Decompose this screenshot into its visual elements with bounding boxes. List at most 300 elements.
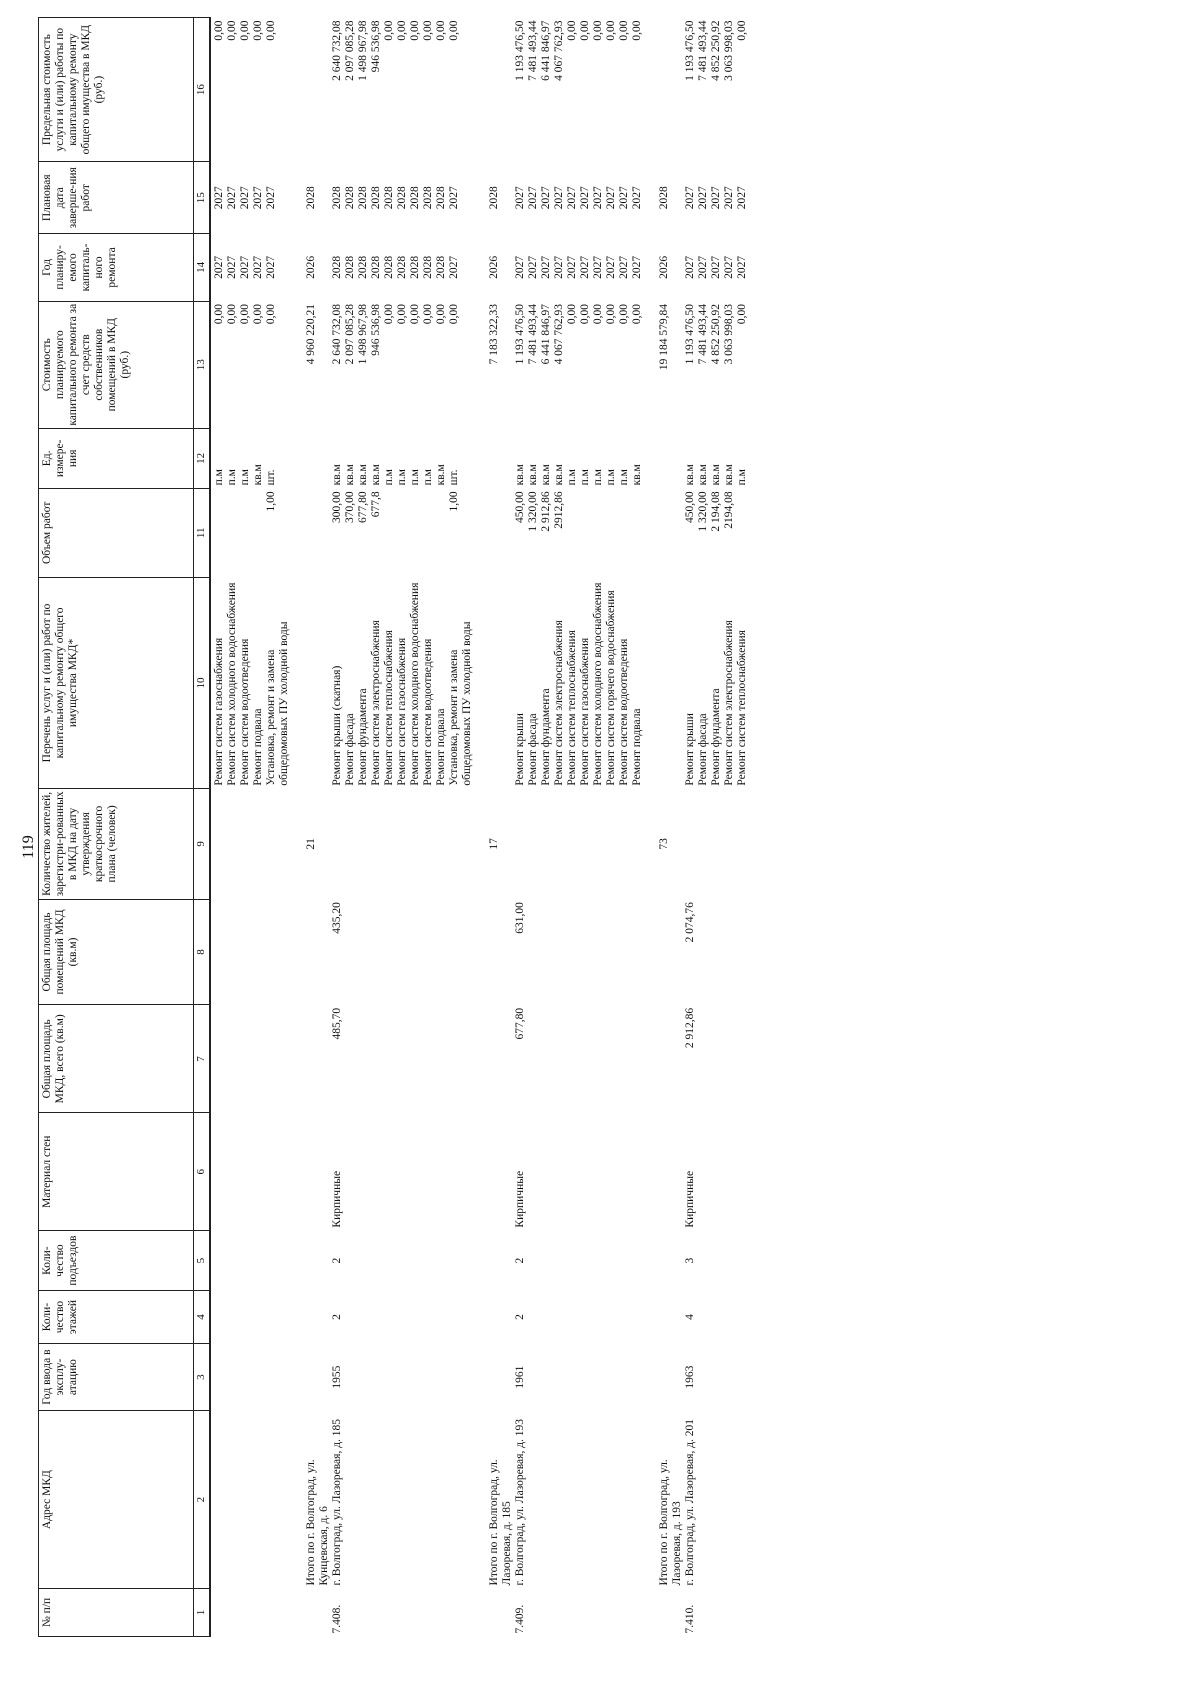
table-body bbox=[210, 18, 749, 1637]
cell-price: 0,00 bbox=[631, 20, 643, 41]
empty-cell bbox=[344, 789, 357, 899]
empty-cell bbox=[252, 1588, 265, 1636]
cell-wyear: 2026 bbox=[305, 255, 317, 279]
empty-cell bbox=[435, 1231, 448, 1291]
cell-unit: кв.м bbox=[252, 464, 264, 486]
cell-floors: 2 bbox=[514, 1314, 526, 1320]
cell-addr: г. Волгоград, ул. Лазоревая, д. 193 bbox=[514, 1418, 526, 1586]
empty-cell bbox=[396, 899, 409, 1005]
work-row bbox=[252, 18, 265, 1637]
cell-unit: кв.м bbox=[435, 464, 447, 486]
cell-wyear: 2026 bbox=[658, 255, 670, 279]
empty-cell bbox=[305, 1343, 331, 1410]
empty-cell bbox=[618, 1113, 631, 1231]
cell-cost: 0,00 bbox=[579, 304, 591, 325]
empty-cell bbox=[396, 1113, 409, 1231]
empty-cell bbox=[252, 1291, 265, 1344]
header-cell: Коли-чество этажей bbox=[39, 1291, 194, 1344]
empty-cell bbox=[736, 899, 749, 1005]
cell-plan: 2027 bbox=[213, 186, 225, 210]
empty-cell bbox=[226, 899, 239, 1005]
empty-cell bbox=[265, 1291, 291, 1344]
cell-price: 0,00 bbox=[566, 20, 578, 41]
cell-wyear: 2028 bbox=[331, 255, 343, 279]
empty-cell bbox=[736, 1411, 749, 1589]
cell-wyear: 2027 bbox=[710, 255, 722, 279]
cell-wyear: 2027 bbox=[631, 255, 643, 279]
empty-cell bbox=[370, 1588, 383, 1636]
empty-cell bbox=[566, 899, 579, 1005]
empty-cell bbox=[488, 1291, 514, 1344]
cell-cost: 0,00 bbox=[252, 304, 264, 325]
empty-cell bbox=[265, 1113, 291, 1231]
empty-cell bbox=[488, 1588, 514, 1636]
header-cell: Коли-чество подъездов bbox=[39, 1231, 194, 1291]
cell-work: Ремонт систем электроснабжения bbox=[723, 620, 735, 786]
cell-vol bbox=[631, 488, 644, 577]
cell-price: 4 067 762,93 bbox=[553, 20, 565, 81]
cell-work: Ремонт систем горячего водоснабжения bbox=[605, 590, 617, 786]
cell-walls: Кирпичные bbox=[331, 1170, 343, 1228]
empty-cell bbox=[540, 1113, 553, 1231]
header-cell: Предельная стоимость услуги и (или) работы по капитальному ремонту общего имущества в МКД (руб.) bbox=[39, 18, 194, 162]
cell-work: Ремонт подвала bbox=[252, 708, 264, 786]
empty-cell bbox=[422, 1588, 435, 1636]
cell-price: 0,00 bbox=[618, 20, 630, 41]
empty-cell bbox=[422, 899, 435, 1005]
empty-cell bbox=[566, 1411, 579, 1589]
empty-cell bbox=[239, 1588, 252, 1636]
cell-plan: 2028 bbox=[396, 186, 408, 210]
empty-cell bbox=[540, 1291, 553, 1344]
empty-cell bbox=[344, 899, 357, 1005]
work-row bbox=[527, 18, 540, 1637]
cell-year: 1963 bbox=[684, 1365, 696, 1389]
empty-cell bbox=[370, 1343, 383, 1410]
cell-price: 0,00 bbox=[435, 20, 447, 41]
empty-cell bbox=[631, 789, 644, 899]
empty-cell bbox=[618, 1005, 631, 1113]
cell-work: Ремонт систем холодного водоснабжения bbox=[592, 582, 604, 786]
empty-cell bbox=[592, 899, 605, 1005]
cell-vol: 677,8 bbox=[370, 491, 382, 518]
cell-unit: кв.м bbox=[527, 464, 539, 486]
header-cell: Ед. измере-ния bbox=[39, 428, 194, 488]
empty-cell bbox=[736, 1291, 749, 1344]
cell-walls: Кирпичные bbox=[514, 1170, 526, 1228]
cell-price: 0,00 bbox=[213, 20, 225, 41]
cell-plan: 2028 bbox=[305, 186, 317, 210]
empty-cell bbox=[422, 789, 435, 899]
cell-work: Ремонт фундамента bbox=[357, 688, 369, 786]
empty-cell bbox=[631, 899, 644, 1005]
empty-cell bbox=[553, 1588, 566, 1636]
empty-cell bbox=[618, 1411, 631, 1589]
empty-cell bbox=[566, 1113, 579, 1231]
empty-cell bbox=[344, 1005, 357, 1113]
empty-cell bbox=[658, 1343, 684, 1410]
empty-cell bbox=[210, 1588, 226, 1636]
empty-cell bbox=[396, 1231, 409, 1291]
cell-entr: 3 bbox=[684, 1257, 696, 1264]
empty-cell bbox=[553, 1005, 566, 1113]
cell-addr: Итого по г. Волгоград, ул. Кунцевская, д. 6 bbox=[305, 1459, 330, 1586]
cell-work: Ремонт систем холодного водоснабжения bbox=[409, 582, 421, 786]
cell-unit: кв.м bbox=[710, 464, 722, 486]
empty-cell bbox=[553, 1231, 566, 1291]
empty-cell bbox=[252, 1343, 265, 1410]
cell-vol: 2 912,86 bbox=[540, 491, 552, 532]
cell-wyear: 2028 bbox=[357, 255, 369, 279]
empty-cell bbox=[527, 789, 540, 899]
empty-cell bbox=[592, 1231, 605, 1291]
cell-entr: 2 bbox=[331, 1257, 343, 1264]
empty-cell bbox=[409, 1005, 422, 1113]
column-number: 8 bbox=[194, 899, 211, 1005]
empty-cell bbox=[435, 789, 448, 899]
cell-work: Ремонт подвала bbox=[435, 708, 447, 786]
work-row bbox=[723, 18, 736, 1637]
empty-cell bbox=[631, 1113, 644, 1231]
cell-wyear: 2027 bbox=[213, 255, 225, 279]
cell-work: Ремонт систем газоснабжения bbox=[213, 637, 225, 786]
empty-cell bbox=[305, 428, 331, 488]
empty-cell bbox=[540, 1343, 553, 1410]
cell-cost: 1 193 476,50 bbox=[514, 304, 526, 365]
work-row bbox=[631, 18, 644, 1637]
cell-unit: кв.м bbox=[631, 464, 643, 486]
cell-cost: 7 183 322,33 bbox=[488, 304, 500, 365]
cell-plan: 2027 bbox=[540, 186, 552, 210]
work-row bbox=[540, 18, 553, 1637]
empty-cell bbox=[658, 428, 684, 488]
empty-cell bbox=[723, 1231, 736, 1291]
empty-cell bbox=[448, 1343, 474, 1410]
cell-work: Ремонт фундамента bbox=[540, 688, 552, 786]
work-row bbox=[344, 18, 357, 1637]
cell-work: Ремонт фасада bbox=[697, 713, 709, 786]
empty-cell bbox=[514, 789, 527, 899]
empty-cell bbox=[566, 789, 579, 899]
empty-cell bbox=[396, 1291, 409, 1344]
cell-cost: 0,00 bbox=[239, 304, 251, 325]
empty-cell bbox=[265, 899, 291, 1005]
empty-cell bbox=[396, 1005, 409, 1113]
cell-price: 0,00 bbox=[592, 20, 604, 41]
empty-cell bbox=[658, 899, 684, 1005]
cell-work: Ремонт систем газоснабжения bbox=[579, 637, 591, 786]
work-row bbox=[396, 18, 409, 1637]
column-number: 2 bbox=[194, 1411, 211, 1589]
cell-vol bbox=[579, 488, 592, 577]
cell-unit: шт. bbox=[265, 469, 277, 486]
empty-cell bbox=[265, 1343, 291, 1410]
empty-cell bbox=[723, 1113, 736, 1231]
empty-cell bbox=[579, 1588, 592, 1636]
empty-cell bbox=[658, 488, 684, 577]
cell-wyear: 2028 bbox=[383, 255, 395, 279]
cell-vol: 2 194,08 bbox=[710, 491, 722, 532]
header-cell: Адрес МКД bbox=[39, 1411, 194, 1589]
empty-cell bbox=[540, 1588, 553, 1636]
empty-cell bbox=[527, 1005, 540, 1113]
spacer-cell bbox=[291, 18, 305, 1637]
cell-unit: п.м bbox=[605, 469, 617, 486]
cell-cost: 2 097 085,28 bbox=[344, 304, 356, 365]
cell-price: 6 441 846,97 bbox=[540, 20, 552, 81]
empty-cell bbox=[579, 1411, 592, 1589]
empty-cell bbox=[265, 1231, 291, 1291]
header-cell: Объем работ bbox=[39, 488, 194, 577]
empty-cell bbox=[252, 1113, 265, 1231]
empty-cell bbox=[344, 1588, 357, 1636]
empty-cell bbox=[210, 899, 226, 1005]
cell-unit: п.м bbox=[383, 469, 395, 486]
cell-work: Ремонт систем теплоснабжения bbox=[566, 630, 578, 786]
header-cell: Перечень услуг и (или) работ по капитальному ремонту общего имущества МКД* bbox=[39, 577, 194, 788]
cell-cost: 7 481 493,44 bbox=[527, 304, 539, 365]
cell-unit: п.м bbox=[409, 469, 421, 486]
cell-cost: 0,00 bbox=[592, 304, 604, 325]
cell-wyear: 2027 bbox=[527, 255, 539, 279]
empty-cell bbox=[210, 1291, 226, 1344]
cell-unit: кв.м bbox=[540, 464, 552, 486]
empty-cell bbox=[618, 789, 631, 899]
cell-work: Ремонт систем водоотведения bbox=[422, 638, 434, 786]
cell-plan: 2027 bbox=[239, 186, 251, 210]
empty-cell bbox=[540, 789, 553, 899]
cell-cost: 6 441 846,97 bbox=[540, 304, 552, 365]
cell-unit: кв.м bbox=[331, 464, 343, 486]
empty-cell bbox=[710, 1411, 723, 1589]
cell-vol bbox=[409, 488, 422, 577]
cell-plan: 2027 bbox=[553, 186, 565, 210]
empty-cell bbox=[658, 1113, 684, 1231]
cell-plan: 2027 bbox=[566, 186, 578, 210]
cell-wyear: 2027 bbox=[239, 255, 251, 279]
cell-cost: 0,00 bbox=[409, 304, 421, 325]
column-number: 13 bbox=[194, 301, 211, 428]
cell-work: Ремонт систем электроснабжения bbox=[370, 620, 382, 786]
cell-cost: 0,00 bbox=[213, 304, 225, 325]
cell-wyear: 2028 bbox=[435, 255, 447, 279]
column-number: 1 bbox=[194, 1588, 211, 1636]
empty-cell bbox=[697, 1005, 710, 1113]
cell-work: Ремонт крыши (скатная) bbox=[331, 665, 343, 786]
cell-unit: п.м bbox=[579, 469, 591, 486]
header-cell: Материал стен bbox=[39, 1113, 194, 1231]
cell-wyear: 2027 bbox=[448, 255, 460, 279]
header-cell: Год ввода в эксплу-атацию bbox=[39, 1343, 194, 1410]
spacer-row bbox=[474, 18, 488, 1637]
cell-unit: кв.м bbox=[684, 464, 696, 486]
empty-cell bbox=[409, 1231, 422, 1291]
cell-plan: 2027 bbox=[618, 186, 630, 210]
cell-plan: 2028 bbox=[357, 186, 369, 210]
cell-area-rooms: 435,20 bbox=[331, 902, 343, 934]
column-number: 11 bbox=[194, 488, 211, 577]
empty-cell bbox=[210, 1113, 226, 1231]
empty-cell bbox=[239, 1343, 252, 1410]
cell-cost: 946 536,98 bbox=[370, 304, 382, 356]
column-number: 9 bbox=[194, 789, 211, 899]
empty-cell bbox=[239, 1291, 252, 1344]
work-row bbox=[684, 18, 697, 1637]
empty-cell bbox=[344, 1231, 357, 1291]
column-number: 10 bbox=[194, 577, 211, 788]
empty-cell bbox=[305, 1113, 331, 1231]
cell-wyear: 2028 bbox=[422, 255, 434, 279]
cell-cost: 0,00 bbox=[566, 304, 578, 325]
cell-area-rooms: 2 074,76 bbox=[684, 902, 696, 943]
empty-cell bbox=[527, 1291, 540, 1344]
cell-cost: 0,00 bbox=[422, 304, 434, 325]
cell-wyear: 2027 bbox=[566, 255, 578, 279]
work-row bbox=[553, 18, 566, 1637]
header-cell: Количество жителей, зарегистри-рованных в МКД на дату утверждения краткосрочного плана (человек) bbox=[39, 789, 194, 899]
empty-cell bbox=[540, 1411, 553, 1589]
empty-cell bbox=[579, 1231, 592, 1291]
cell-work: Ремонт систем теплоснабжения bbox=[383, 630, 395, 786]
cell-unit: п.м bbox=[736, 469, 748, 486]
empty-cell bbox=[710, 1113, 723, 1231]
empty-cell bbox=[566, 1231, 579, 1291]
empty-cell bbox=[605, 1231, 618, 1291]
empty-cell bbox=[357, 1411, 370, 1589]
empty-cell bbox=[540, 1005, 553, 1113]
empty-cell bbox=[396, 789, 409, 899]
work-row bbox=[239, 18, 252, 1637]
cell-plan: 2028 bbox=[488, 186, 500, 210]
empty-cell bbox=[697, 1411, 710, 1589]
cell-plan: 2027 bbox=[252, 186, 264, 210]
empty-cell bbox=[448, 1005, 474, 1113]
cell-area: 485,70 bbox=[331, 1007, 343, 1040]
cell-plan: 2028 bbox=[422, 186, 434, 210]
work-row bbox=[566, 18, 579, 1637]
empty-cell bbox=[553, 1343, 566, 1410]
cell-vol: 1 320,00 bbox=[697, 491, 709, 532]
empty-cell bbox=[579, 1291, 592, 1344]
cell-floors: 2 bbox=[331, 1314, 343, 1320]
empty-cell bbox=[658, 1588, 684, 1636]
work-row bbox=[618, 18, 631, 1637]
empty-cell bbox=[265, 1005, 291, 1113]
cell-vol bbox=[210, 488, 226, 577]
empty-cell bbox=[357, 899, 370, 1005]
cell-vol: 2912,86 bbox=[553, 491, 565, 529]
cell-num: 7.410. bbox=[684, 1604, 696, 1634]
cell-unit: п.м bbox=[566, 469, 578, 486]
empty-cell bbox=[422, 1411, 435, 1589]
cell-area: 2 912,86 bbox=[684, 1007, 696, 1049]
empty-cell bbox=[579, 1343, 592, 1410]
column-number: 6 bbox=[194, 1113, 211, 1231]
empty-cell bbox=[370, 899, 383, 1005]
empty-cell bbox=[723, 1291, 736, 1344]
empty-cell bbox=[383, 1343, 396, 1410]
cell-area-rooms: 631,00 bbox=[514, 902, 526, 934]
cell-cost: 2 640 732,08 bbox=[331, 304, 343, 365]
cell-cost: 0,00 bbox=[448, 304, 460, 325]
empty-cell bbox=[265, 1411, 291, 1589]
empty-cell bbox=[488, 899, 514, 1005]
cell-price: 1 193 476,50 bbox=[514, 20, 526, 81]
cell-addr: Итого по г. Волгоград, ул. Лазоревая, д. 185 bbox=[488, 1459, 513, 1586]
cell-price: 3 063 998,03 bbox=[723, 20, 735, 81]
empty-cell bbox=[710, 1588, 723, 1636]
cell-plan: 2027 bbox=[527, 186, 539, 210]
empty-cell bbox=[357, 1113, 370, 1231]
cell-unit: п.м bbox=[213, 469, 225, 486]
cell-cost: 1 498 967,98 bbox=[357, 304, 369, 365]
empty-cell bbox=[631, 1291, 644, 1344]
work-row bbox=[226, 18, 239, 1637]
cell-work: Ремонт систем газоснабжения bbox=[396, 637, 408, 786]
empty-cell bbox=[305, 577, 331, 788]
spacer-cell bbox=[644, 18, 658, 1637]
empty-cell bbox=[435, 1113, 448, 1231]
empty-cell bbox=[226, 1411, 239, 1589]
cell-plan: 2027 bbox=[723, 186, 735, 210]
cell-vol: 677,80 bbox=[357, 491, 369, 524]
work-row bbox=[409, 18, 422, 1637]
empty-cell bbox=[723, 1343, 736, 1410]
empty-cell bbox=[605, 789, 618, 899]
cell-vol bbox=[422, 488, 435, 577]
cell-unit: кв.м bbox=[553, 464, 565, 486]
empty-cell bbox=[383, 1291, 396, 1344]
cell-entr: 2 bbox=[514, 1257, 526, 1264]
cell-price: 2 640 732,08 bbox=[331, 20, 343, 81]
cell-plan: 2028 bbox=[344, 186, 356, 210]
empty-cell bbox=[658, 1291, 684, 1344]
cell-price: 1 498 967,98 bbox=[357, 20, 369, 81]
empty-cell bbox=[736, 1343, 749, 1410]
empty-cell bbox=[697, 789, 710, 899]
cell-unit: кв.м bbox=[723, 464, 735, 486]
empty-cell bbox=[344, 1113, 357, 1231]
empty-cell bbox=[697, 1113, 710, 1231]
work-row bbox=[331, 18, 344, 1637]
empty-cell bbox=[422, 1343, 435, 1410]
empty-cell bbox=[605, 1113, 618, 1231]
cell-wyear: 2027 bbox=[684, 255, 696, 279]
empty-cell bbox=[409, 789, 422, 899]
cell-num: 7.409. bbox=[514, 1604, 526, 1634]
empty-cell bbox=[305, 1291, 331, 1344]
cell-plan: 2027 bbox=[579, 186, 591, 210]
work-row bbox=[605, 18, 618, 1637]
column-number: 4 bbox=[194, 1291, 211, 1344]
empty-cell bbox=[710, 789, 723, 899]
work-row bbox=[579, 18, 592, 1637]
cell-plan: 2027 bbox=[697, 186, 709, 210]
cell-vol bbox=[226, 488, 239, 577]
empty-cell bbox=[435, 1588, 448, 1636]
empty-cell bbox=[631, 1231, 644, 1291]
empty-cell bbox=[422, 1231, 435, 1291]
empty-cell bbox=[736, 1005, 749, 1113]
cell-price: 0,00 bbox=[383, 20, 395, 41]
empty-cell bbox=[226, 1113, 239, 1231]
empty-cell bbox=[527, 1231, 540, 1291]
empty-cell bbox=[736, 789, 749, 899]
cell-work: Ремонт систем холодного водоснабжения bbox=[226, 582, 238, 786]
empty-cell bbox=[723, 1411, 736, 1589]
empty-cell bbox=[435, 1343, 448, 1410]
empty-cell bbox=[697, 899, 710, 1005]
